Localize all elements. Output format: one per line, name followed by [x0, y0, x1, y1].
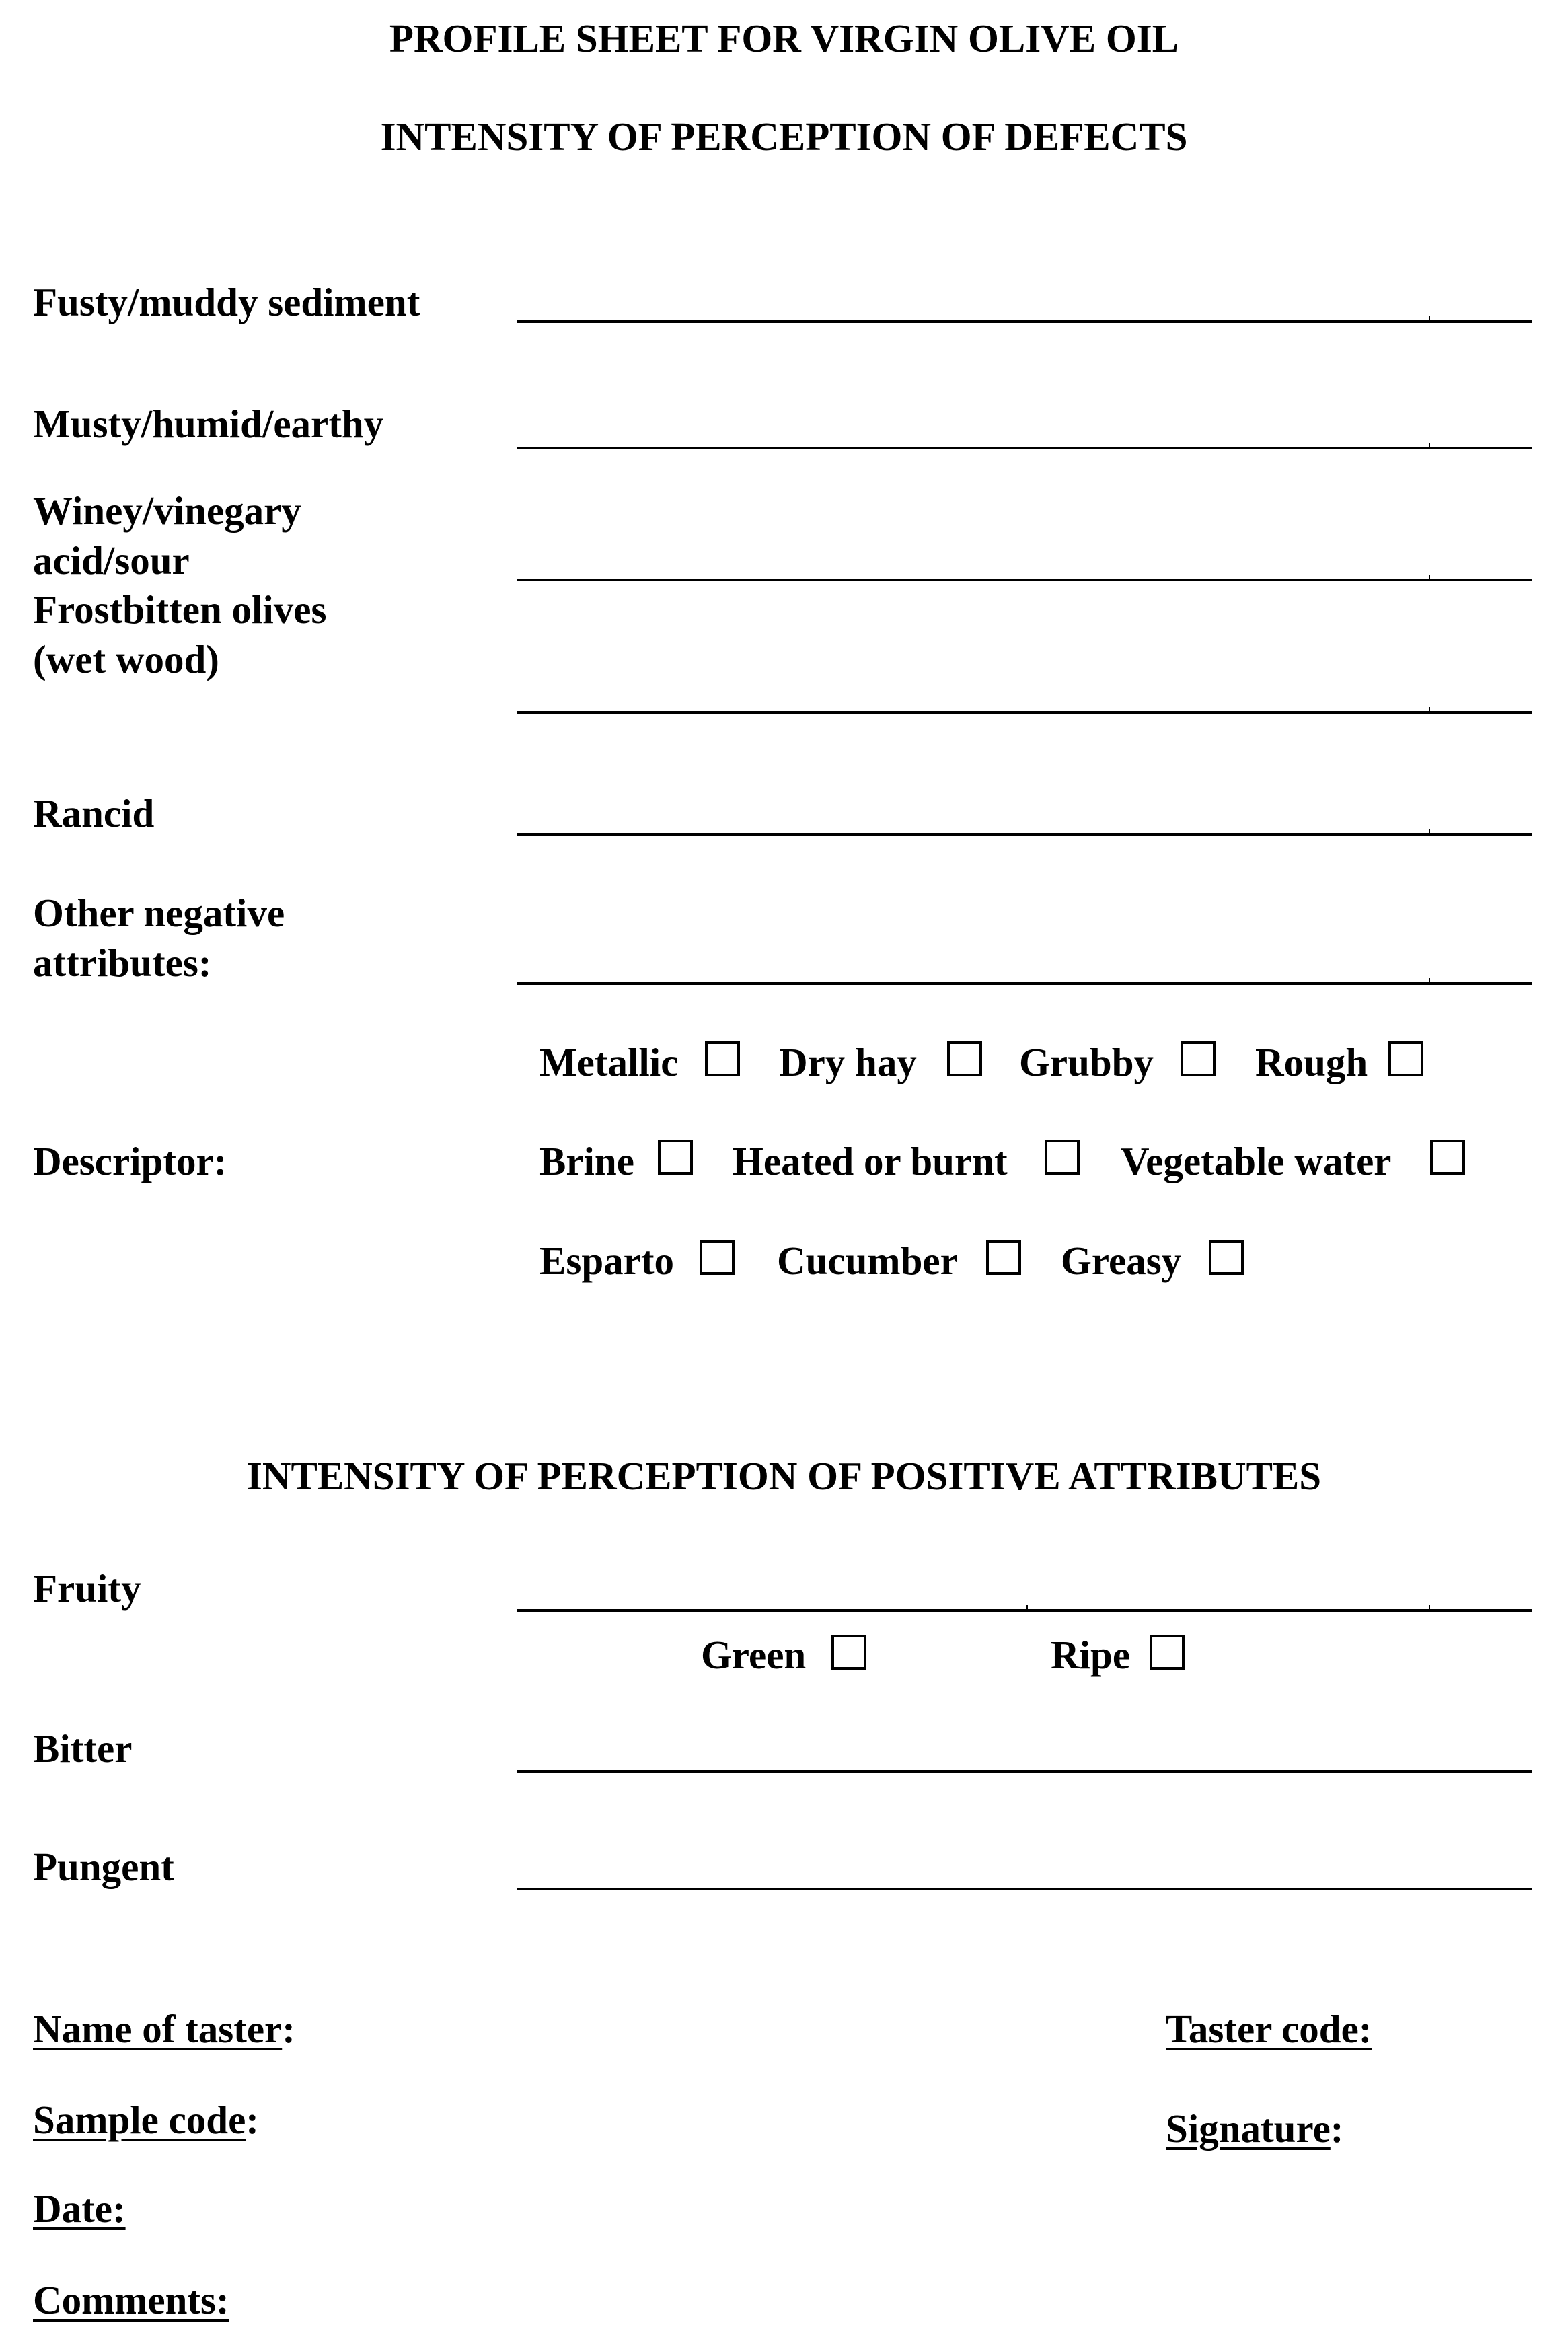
fruity-ripe-checkbox[interactable]: [1150, 1635, 1185, 1670]
descriptor-grubby-checkbox[interactable]: [1181, 1041, 1216, 1076]
signature-label: Signature: [1166, 2106, 1331, 2151]
positive-scale-pungent[interactable]: [517, 1888, 1532, 1890]
descriptor-brine-checkbox[interactable]: [658, 1140, 693, 1175]
defect-label-fusty: Fusty/muddy sediment: [33, 280, 420, 324]
descriptor-esparto-label: Esparto: [539, 1238, 674, 1283]
descriptor-vegetable-water-checkbox[interactable]: [1430, 1140, 1465, 1175]
defects-heading: INTENSITY OF PERCEPTION OF DEFECTS: [380, 114, 1188, 159]
scale-tick: [1026, 1605, 1028, 1612]
positive-label-fruity: Fruity: [33, 1566, 141, 1611]
defect-scale-musty[interactable]: [517, 447, 1532, 449]
name-of-taster-label: Name of taster: [33, 2007, 283, 2051]
scale-tick: [1429, 575, 1430, 581]
defect-label-musty: Musty/humid/earthy: [33, 402, 384, 446]
scale-tick: [1429, 316, 1430, 323]
descriptor-label: Descriptor:: [33, 1139, 227, 1183]
fruity-green-label: Green: [701, 1633, 807, 1677]
descriptor-greasy-checkbox[interactable]: [1209, 1240, 1244, 1275]
defect-scale-winey[interactable]: [517, 579, 1532, 581]
descriptor-dry-hay-label: Dry hay: [779, 1040, 917, 1084]
name-of-taster-field: Name of taster:: [33, 2007, 295, 2051]
descriptor-metallic-label: Metallic: [539, 1040, 679, 1084]
fruity-ripe-label: Ripe: [1051, 1633, 1130, 1677]
descriptor-heated-label: Heated or burnt: [733, 1139, 1008, 1183]
positive-label-bitter: Bitter: [33, 1726, 133, 1771]
defect-label-rancid: Rancid: [33, 791, 155, 836]
descriptor-rough-label: Rough: [1255, 1040, 1368, 1084]
scale-tick: [1429, 1605, 1430, 1612]
fruity-green-checkbox[interactable]: [831, 1635, 866, 1670]
descriptor-heated-checkbox[interactable]: [1045, 1140, 1080, 1175]
positive-heading: INTENSITY OF PERCEPTION OF POSITIVE ATTRIBUTES: [246, 1454, 1322, 1498]
positive-label-pungent: Pungent: [33, 1845, 174, 1889]
sample-code-label: Sample code: [33, 2098, 246, 2142]
taster-code-label: Taster code:: [1166, 2007, 1372, 2051]
descriptor-greasy-label: Greasy: [1061, 1238, 1182, 1283]
descriptor-rough-checkbox[interactable]: [1388, 1041, 1423, 1076]
descriptor-metallic-checkbox[interactable]: [705, 1041, 740, 1076]
signature-field: Signature:: [1166, 2106, 1344, 2151]
positive-scale-fruity[interactable]: [517, 1609, 1532, 1612]
sample-code-field: Sample code:: [33, 2098, 259, 2142]
scale-tick: [1429, 829, 1430, 836]
descriptor-brine-label: Brine: [539, 1139, 634, 1183]
positive-scale-bitter[interactable]: [517, 1770, 1532, 1773]
taster-code-field: [1166, 2009, 1372, 2049]
descriptor-esparto-checkbox[interactable]: [700, 1240, 735, 1275]
scale-tick: [1429, 978, 1430, 985]
defect-scale-frostbitten[interactable]: [517, 711, 1532, 714]
defect-scale-fusty[interactable]: [517, 320, 1532, 323]
sheet-title: PROFILE SHEET FOR VIRGIN OLIVE OIL: [389, 16, 1179, 61]
scale-tick: [1429, 707, 1430, 714]
defect-scale-other[interactable]: [517, 982, 1532, 985]
defect-scale-rancid[interactable]: [517, 833, 1532, 836]
defect-label-other: Other negative attributes:: [33, 891, 285, 985]
defect-label-frostbitten: Frostbitten olives (wet wood): [33, 587, 327, 681]
scale-tick: [1429, 443, 1430, 449]
descriptor-vegetable-water-label: Vegetable water: [1121, 1139, 1392, 1183]
descriptor-cucumber-label: Cucumber: [777, 1238, 958, 1283]
comments-label: Comments:: [33, 2278, 229, 2322]
date-label: Date:: [33, 2186, 126, 2231]
descriptor-cucumber-checkbox[interactable]: [986, 1240, 1021, 1275]
descriptor-dry-hay-checkbox[interactable]: [947, 1041, 982, 1076]
defect-label-winey: Winey/vinegary acid/sour: [33, 488, 301, 583]
descriptor-grubby-label: Grubby: [1019, 1040, 1154, 1084]
